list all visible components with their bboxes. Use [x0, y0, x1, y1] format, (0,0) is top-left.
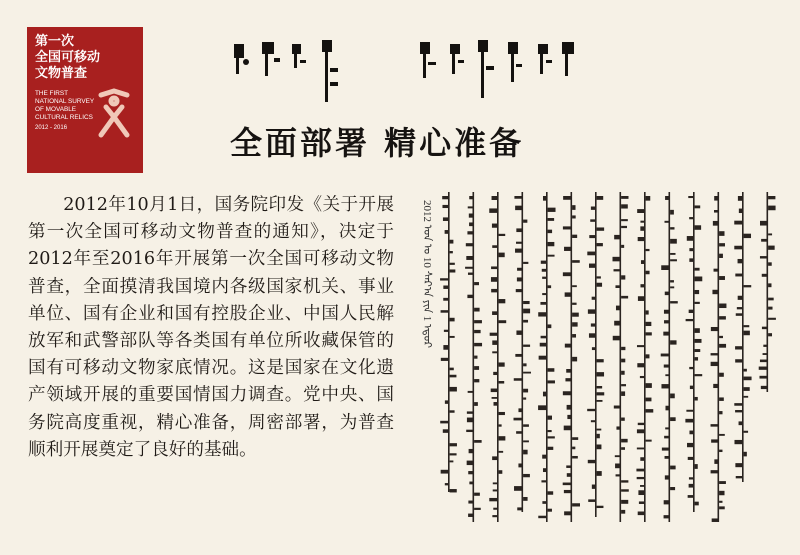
mongolian-text-column	[685, 192, 702, 512]
mongolian-script-title	[232, 38, 582, 108]
mongolian-text-column	[465, 192, 482, 522]
mongolian-text-column	[538, 192, 555, 522]
logo-english-title	[35, 90, 135, 122]
mongolian-date-column: 2012 ᠣᠨ ᠤ 10 ᠰᠠᠷ᠎ᠠ ᠶᠢᠨ 1 ᠡᠳᠦᠷ	[421, 200, 433, 349]
logo-cn-line-1: 第一次	[35, 34, 75, 49]
logo-en-line-1: THE FIRST	[35, 90, 69, 97]
mongolian-text-column	[636, 192, 653, 522]
logo-en-line-2: NATIONAL SURVEY	[35, 98, 95, 105]
mongolian-text-column	[734, 192, 751, 482]
mongolian-text-column	[759, 192, 776, 392]
mongolian-script-vertical-text	[440, 190, 782, 525]
logo-chinese-title	[35, 34, 135, 82]
logo-years: 2012 - 2016	[35, 125, 68, 131]
mongolian-text-column	[711, 192, 727, 522]
mongolian-text-column	[440, 192, 457, 492]
mongolian-text-column	[587, 192, 604, 517]
survey-logo	[27, 27, 143, 173]
mongolian-text-column	[489, 192, 506, 522]
logo-cn-line-2: 全国可移动	[35, 50, 101, 65]
logo-en-line-3: OF MOVABLE	[35, 106, 77, 113]
page-title: 全面部署 精心准备	[230, 124, 525, 162]
mongolian-text-column	[563, 192, 580, 522]
logo-en-line-4: CULTURAL RELICS	[35, 114, 93, 121]
mongolian-text-column	[514, 192, 531, 512]
mongolian-text-column	[612, 192, 628, 522]
mongolian-text-column	[661, 192, 678, 522]
announcement-paragraph: 2012年10月1日，国务院印发《关于开展第一次全国可移动文物普查的通知》，决定于2012年至2016年开展第一次全国可移动文物普查，全面摸清我国境内各级国家机关、事业单位、国有企业和国有控股企业、中国人民解放军和武警部队等各类国有单位所收藏保管的国有可移动文物家底情况。这是国家在文化遗产领域开展的重要国情国力调查。党中央、国务院高度重视，精心准备，周密部署，为普查顺利开展奠定了良好的基础。	[28, 195, 394, 460]
logo-cn-line-3: 文物普查	[35, 66, 88, 81]
